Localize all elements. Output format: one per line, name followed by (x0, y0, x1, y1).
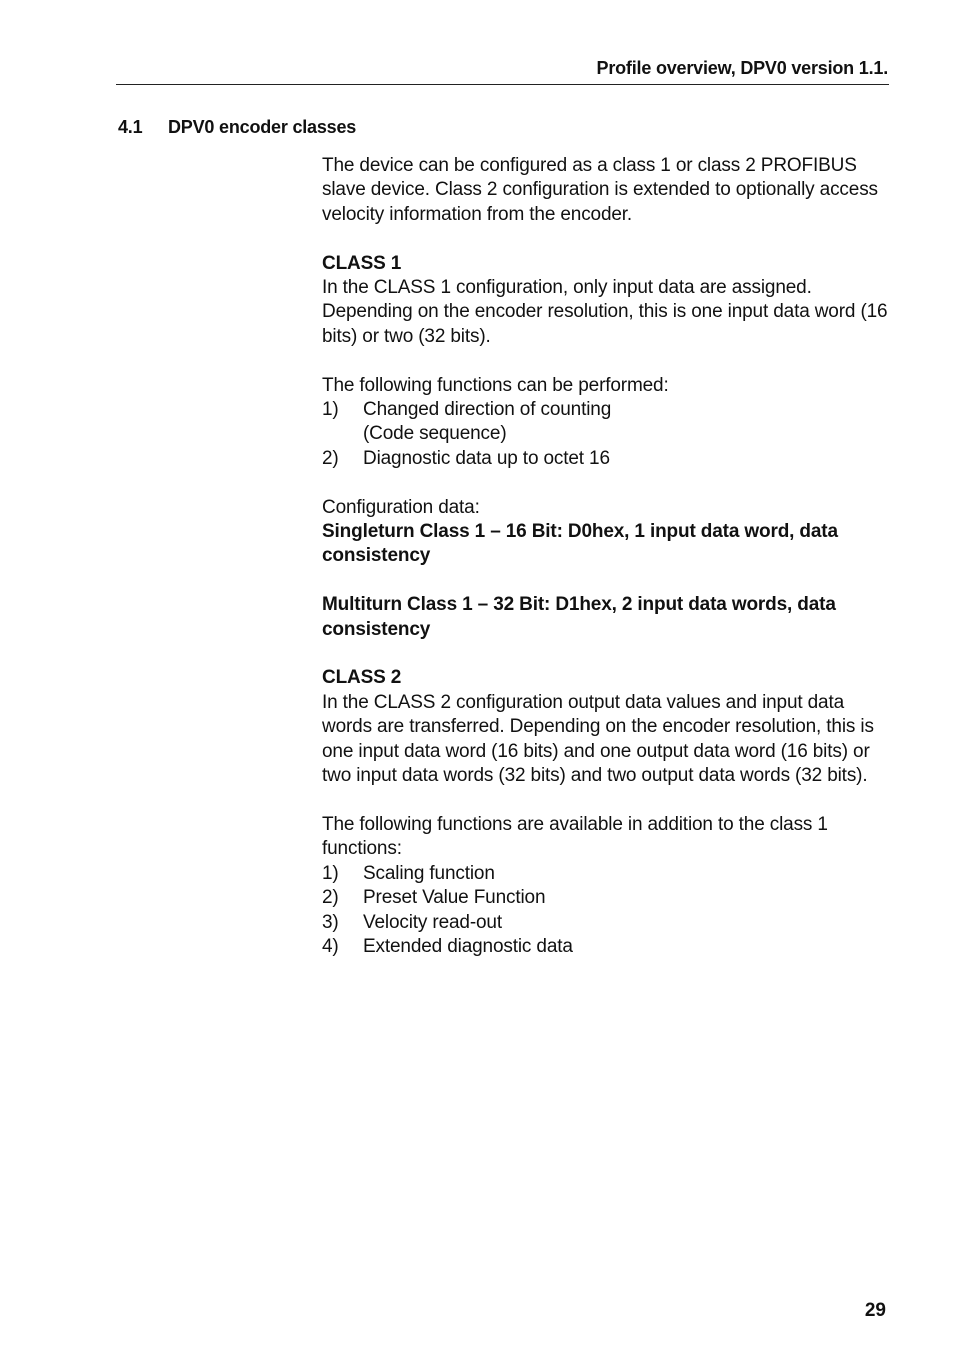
config-label: Configuration data: (322, 496, 480, 518)
list-number: 2) (322, 887, 339, 909)
list-number: 1) (322, 399, 339, 421)
singleturn-config: Singleturn Class 1 – 16 Bit: D0hex, 1 input data word, data consistency (322, 521, 838, 567)
list-number: 1) (322, 862, 339, 884)
list-text: Scaling function (363, 862, 495, 884)
list-text: Extended diagnostic data (363, 935, 573, 957)
list-item (322, 911, 892, 935)
list-number: 3) (322, 911, 339, 933)
list-text-line: Changed direction of counting (363, 399, 612, 421)
list-text-line: (Code sequence) (363, 423, 507, 445)
page-number: 29 (864, 1300, 886, 1321)
section-number: 4.1 (118, 117, 143, 137)
list-text: Velocity read-out (363, 911, 502, 933)
list-item (322, 862, 892, 886)
class2-functions-intro: The following functions are available in addition to the class 1 functions: (322, 813, 828, 860)
list-item (322, 935, 892, 959)
intro-paragraph: The device can be configured as a class 1 or class 2 PROFIBUS slave device. Class 2 configuration is extended to optionally access velocity information from the encoder. (322, 155, 878, 225)
multiturn-config: Multiturn Class 1 – 32 Bit: D1hex, 2 input data words, data consistency (322, 594, 836, 640)
class2-heading: CLASS 2 (322, 667, 402, 689)
class2-body: In the CLASS 2 configuration output data values and input data words are transferred. Depending on the encoder resolution, this is one input data word (16 bits) and one output data word (16 bits) or two input data words (32 bits) and two output data words (32 bits). (322, 691, 874, 787)
list-text: Diagnostic data up to octet 16 (363, 447, 610, 469)
class1-heading: CLASS 1 (322, 252, 402, 274)
list-number: 4) (322, 935, 339, 957)
list-text (363, 398, 892, 447)
list-item (322, 886, 892, 910)
header-divider (116, 84, 889, 85)
list-number: 2) (322, 447, 339, 469)
class1-functions-intro: The following functions can be performed: (322, 374, 669, 396)
section-heading (118, 117, 356, 138)
section-title: DPV0 encoder classes (168, 117, 357, 137)
list-item (322, 447, 892, 471)
class1-body: In the CLASS 1 configuration, only input data are assigned. Depending on the encoder resolution, this is one input data word (16 bits) or two (32 bits). (322, 277, 888, 347)
main-content (322, 154, 892, 959)
list-text: Preset Value Function (363, 887, 546, 909)
list-item (322, 398, 892, 447)
page-header-title: Profile overview, DPV0 version 1.1. (596, 58, 888, 78)
